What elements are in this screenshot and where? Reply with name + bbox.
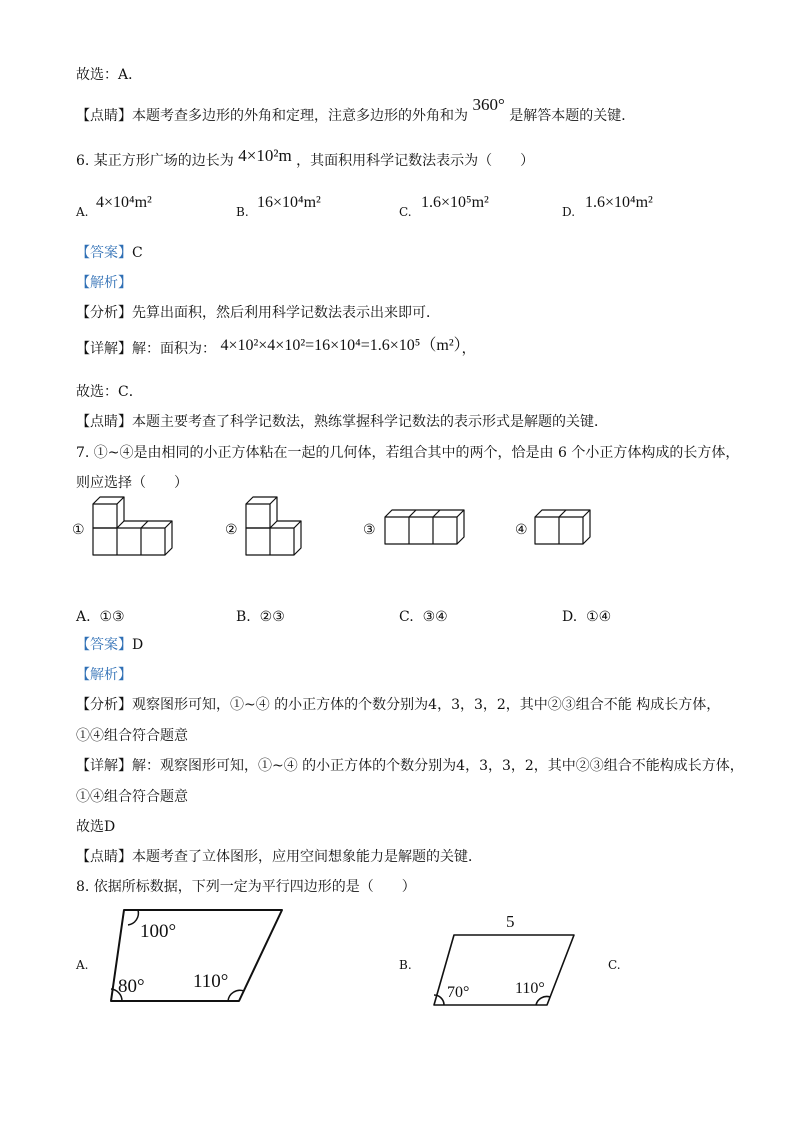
q8-b-side-5: 5 — [506, 912, 515, 931]
q7-option-a-label: A. — [76, 609, 91, 625]
q7-option-d-value: ①④ — [586, 609, 612, 625]
q8-a-angle-100: 100° — [140, 921, 177, 942]
q7-fenxi-line2: ①④组合符合题意 — [76, 728, 188, 744]
q6-text-a: 6. 某正方形广场的边长为 — [76, 153, 234, 169]
q6-answer — [76, 244, 143, 262]
q7-select: 故选D — [76, 819, 116, 835]
q7-option-b — [236, 608, 285, 626]
select-answer-5: 故选：A． — [76, 67, 143, 83]
q7-figure-2 — [246, 497, 301, 555]
q7-fig-label-3: ③ — [363, 523, 376, 538]
q6-analysis-tag: 【解析】 — [76, 275, 132, 291]
q7-figure-4 — [535, 510, 590, 544]
q6-note: 【点睛】本题主要考查了科学记数法，熟练掌握科学记数法的表示形式是解题的关键． — [76, 414, 608, 430]
q6-option-d-value: 1.6×10⁴m² — [585, 194, 653, 211]
q6-option-b-value: 16×10⁴m² — [257, 194, 321, 211]
q7-option-a-value: ①③ — [99, 609, 125, 625]
q7-option-c-label: C. — [399, 609, 414, 625]
answer-value: D — [132, 637, 144, 653]
q8-a-angle-80: 80° — [118, 976, 145, 997]
q6-option-d-label: D. — [562, 205, 576, 219]
q6-option-a-value: 4×10⁴m² — [96, 194, 152, 211]
q7-fig-label-2: ② — [225, 523, 238, 538]
q7-option-c-value: ③④ — [422, 609, 448, 625]
q7-option-b-value: ②③ — [259, 609, 285, 625]
q8-figures — [60, 905, 660, 1015]
q7-option-a — [76, 608, 125, 626]
answer-tag: 【答案】 — [76, 245, 132, 261]
q7-option-d-label: D. — [562, 609, 578, 625]
q6-formula: 4×10²m — [238, 146, 292, 165]
q8-option-c-label: C. — [608, 958, 621, 972]
note-text-b: 是解答本题的关键． — [509, 108, 636, 124]
q6-option-a-label: A. — [76, 205, 89, 219]
q7-xiangjie-line1: 【详解】解：观察图形可知，①~④ 的小正方体的个数分别为4，3，3，2，其中②③组合不能构成长方体， — [76, 758, 744, 774]
note-text-a: 【点睛】本题考查多边形的外角和定理，注意多边形的外角和为 — [76, 108, 468, 124]
q6-fenxi: 【分析】先算出面积，然后利用科学记数法表示出来即可． — [76, 305, 440, 321]
q7-fig-label-1: ① — [72, 523, 85, 538]
q7-figure-1 — [93, 497, 172, 555]
q6-xiangjie-text: 【详解】解：面积为： — [76, 341, 216, 357]
q8-b-angle-110: 110° — [515, 980, 545, 997]
q7-stem-line2: 则应选择（ ） — [76, 475, 188, 491]
q6-select: 故选：C． — [76, 384, 143, 400]
note-line-q5 — [76, 95, 636, 125]
q8-option-b-label: B. — [399, 958, 412, 972]
q7-fig-label-4: ④ — [515, 523, 528, 538]
question-6 — [76, 146, 535, 170]
q7-xiangjie-line2: ①④组合符合题意 — [76, 789, 188, 805]
q6-text-b: ，其面积用科学记数法表示为（ ） — [296, 153, 535, 169]
q7-figures — [60, 492, 620, 564]
q7-option-c — [399, 608, 448, 626]
answer-value: C — [132, 245, 143, 261]
q6-xiangjie-comma: ， — [461, 341, 476, 357]
q6-option-c-label: C. — [399, 205, 412, 219]
q7-option-b-label: B. — [236, 609, 251, 625]
q6-option-b-label: B. — [236, 205, 249, 219]
formula-360: 360° — [472, 95, 505, 114]
q7-stem-line1: 7. ①~④是由相同的小正方体粘在一起的几何体，若组合其中的两个，恰是由 6 个小正方体构成的长方体， — [76, 445, 740, 461]
answer-tag: 【答案】 — [76, 637, 132, 653]
q7-fenxi-line1: 【分析】观察图形可知，①~④ 的小正方体的个数分别为4，3，3，2，其中②③组合不能 构成长方体， — [76, 697, 721, 713]
q7-option-d — [562, 608, 611, 626]
q8-b-angle-70: 70° — [447, 984, 470, 1001]
q8-stem: 8. 依据所标数据，下列一定为平行四边形的是（ ） — [76, 879, 416, 895]
q7-answer — [76, 636, 143, 654]
q6-xiangjie-formula: 4×10²×4×10²=16×10⁴=1.6×10⁵（m²） — [220, 337, 462, 354]
q6-option-c-value: 1.6×10⁵m² — [421, 194, 489, 211]
q7-analysis-tag: 【解析】 — [76, 667, 132, 683]
q8-option-a-label: A. — [76, 958, 89, 972]
q7-note: 【点睛】本题考查了立体图形，应用空间想象能力是解题的关键． — [76, 849, 482, 865]
q7-figure-3 — [385, 510, 464, 544]
q8-a-angle-110: 110° — [193, 971, 229, 992]
q6-xiangjie — [76, 337, 476, 358]
